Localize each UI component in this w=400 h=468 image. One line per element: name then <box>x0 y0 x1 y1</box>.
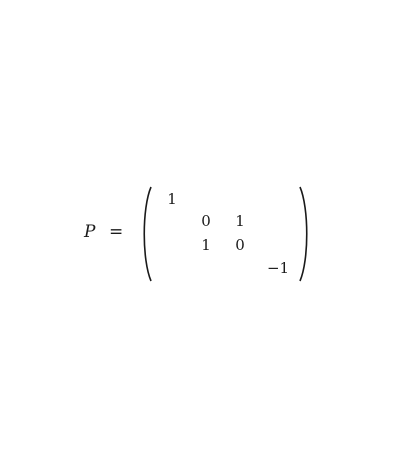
left-parenthesis <box>139 186 153 282</box>
matrix-cell-r3-c2: 1 <box>201 236 211 254</box>
right-parenthesis <box>298 186 312 282</box>
matrix-cell-r3-c3: 0 <box>235 236 245 254</box>
matrix-cell-r4-c4: −1 <box>266 259 290 277</box>
matrix-cell-r2-c3: 1 <box>235 212 245 230</box>
matrix-symbol: P <box>84 222 96 242</box>
matrix-cell-r2-c2: 0 <box>201 212 211 230</box>
matrix-cell-r1-c1: 1 <box>167 190 177 208</box>
equals-sign: = <box>109 222 124 242</box>
